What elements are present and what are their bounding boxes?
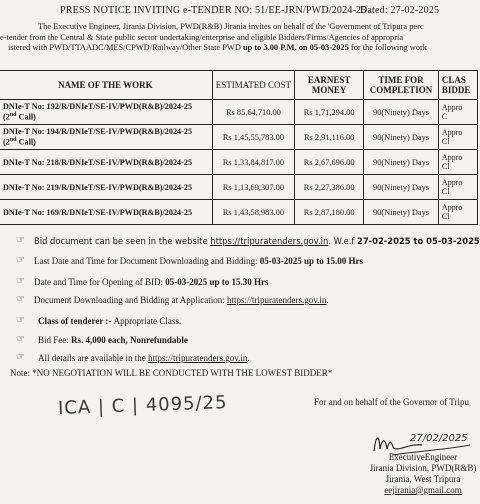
notice-title: PRESS NOTICE INVITING e-TENDER NO: 51/EE-JRN/PWD/2024-25	[60, 5, 367, 16]
sign-designation: ExecutiveEngineer	[388, 452, 458, 462]
intro-line-1: The Executive Engineer, Jirania Division, PWD(R&B) Jirania invites on behalf of the 'Government of Tripura perc	[38, 22, 424, 31]
pointing-hand-icon: ☞	[16, 352, 25, 363]
earnest-money: Rs 2,27,386.00	[295, 175, 364, 200]
estimated-cost: Rs 1,45,55,783.00	[212, 125, 294, 150]
completion-time: 90(Ninety) Days	[364, 150, 439, 175]
work-name: DNIe-T No: 218/R/DNIeT/SE-IV/PWD(R&B)/2024-25	[0, 150, 212, 175]
pointing-hand-icon: ☞	[16, 334, 25, 345]
bidder-class: Appro C	[438, 100, 477, 125]
note-negotiation: Note: *NO NEGOTIATION WILL BE CONDUCTED WITH THE LOWEST BIDDER*	[10, 368, 333, 378]
pointing-hand-icon: ☞	[16, 315, 25, 326]
earnest-money: Rs 1,71,294.00	[295, 100, 364, 125]
behalf-line: For and on behalf of the Governor of Tripu	[314, 397, 469, 407]
pointing-hand-icon: ☞	[16, 294, 25, 305]
completion-time: 90(Ninety) Days	[364, 200, 439, 225]
tender-link[interactable]: https://tripuratenders.gov.in	[210, 236, 329, 246]
intro-deadline: up to 3.00 P.M. on 05-03-2025	[242, 43, 349, 53]
notice-date: Dated: 27-02-2025	[360, 5, 440, 16]
sign-division: Jirania Division, PWD(R&B)	[369, 463, 477, 473]
work-name: DNIe-T No: 169/R/DNIeT/SE-IV/PWD(R&B)/2024-25	[0, 200, 212, 225]
earnest-money: Rs 2,87,180.00	[295, 200, 364, 225]
bidder-class: Appro Cl	[438, 175, 477, 200]
header-name: NAME OF THE WORK	[0, 71, 212, 100]
pointing-hand-icon: ☞	[16, 255, 25, 266]
application-link[interactable]: https://tripuratenders.gov.in	[226, 295, 327, 305]
pointing-hand-icon: ☞	[16, 276, 25, 287]
work-name: DNIe-T No: 194/R/DNIeT/SE-IV/PWD(R&B)/2024-25 (2nd Call)	[0, 125, 212, 150]
intro-paragraph	[0, 22, 480, 54]
bidder-class: Appro Cl	[438, 150, 477, 175]
bidder-class: Appro Cl	[438, 125, 477, 150]
signature-block	[366, 452, 480, 496]
pointing-hand-icon: ☞	[16, 235, 25, 246]
table-row	[0, 100, 478, 125]
table-row	[0, 150, 478, 175]
estimated-cost: Rs 1,43,58,983.00	[212, 200, 294, 225]
press-notice-page: PRESS NOTICE INVITING e-TENDER NO: 51/EE-JRN/PWD/2024-25 Dated: 27-02-2025 The Executive Engineer, Jirania Division, PWD(R&B) Jirania invites on behalf of the 'Government of Tripura perc e-tender from the Central & State public sector undertaking/enterprise and eligible Bidders/Firms/Agencies of appropria istered with PWD/TTAADC/MES/CPWD/Railway/Other State PWD up to 3.00 P.M. on 05-03-2025 for the following work NAME OF THE WORK ESTIMATED COST EARNEST MONEY TIME FOR COMPLETION CLAS BIDDE DNIe-T No: 192/R/DNIeT/SE-IV/PWD(R&B)/2024-25 (2nd Call) Rs 85,64,710.00 Rs 1,71,294.00 90(Ninety) Days Appro C DNIe-T No: 194/R/DNIeT/SE-IV/PWD(R&B)/2024-25 (2nd Call) Rs 1,45,55,783.00 Rs 2,91,116.00 90(Ninety) Days Appro Cl DNIe-T No: 218/R/DNIeT/SE-IV/PWD(R&B)/2024-25 Rs 1,33,84,817.00 Rs 2,67,696.00 90(Ninety) Days Appro Cl DNIe-T No: 219/R/DNIeT/SE-IV/PWD(R&B)/2024-25 Rs 1,13,69,307.00 Rs 2,27,386.00 90(Ninety) Days Appro Cl DNIe-T No: 169/R/DNIeT/SE-IV/PWD(R&B)/2024-25 Rs 1,43,58,983.00 Rs 2,87,180.00 90(Ninety) Days Appro Cl ☞ Bid document can be seen in the website https://tripuratenders.gov.in. W.e.f 27-02-2025 to 05-03-2025 ☞ Last Date and Time for Document Downloading and Bidding: 05-03-2025 up to 15.00 Hrs ☞ Date and Time for Opening of BID: 05-03-2025 up to 15.30 Hrs ☞ Document Downloading and Bidding at Application: https://tripuratenders.gov.in. ☞ Class of tenderer :- Appropriate Class. ☞ Bid Fee: Rs. 4,000 each, Nonrefundable ☞ All details are available in the https://tripuratenders.gov.in. Note: *NO NEGOTIATION WILL BE CONDUCTED WITH THE LOWEST BIDDER* ICA | C | 4095/25 For and on behalf of the Governor of Tripu 27/02/2025 ExecutiveEngineer Jirania Division, PWD(R&B) Jirania, West Tripura eejirania@gmail.com	[0, 5, 480, 495]
work-name: DNIe-T No: 192/R/DNIeT/SE-IV/PWD(R&B)/2024-25 (2nd Call)	[0, 100, 212, 125]
table-header-row	[0, 71, 478, 100]
signature-date: 27/02/2025	[410, 433, 468, 444]
header-class: CLAS BIDDE	[438, 71, 477, 100]
intro-line-3: istered with PWD/TTAADC/MES/CPWD/Railway/Other State PWD up to 3.00 P.M. on 05-03-2025 for the following work	[8, 43, 427, 53]
completion-time: 90(Ninety) Days	[364, 125, 439, 150]
table-row	[0, 125, 478, 150]
header-money: EARNEST MONEY	[295, 71, 364, 100]
work-name: DNIe-T No: 219/R/DNIeT/SE-IV/PWD(R&B)/2024-25	[0, 175, 212, 200]
handwritten-reference: ICA | C | 4095/25	[57, 392, 228, 419]
estimated-cost: Rs 1,33,84,817.00	[212, 150, 294, 175]
table-row	[0, 200, 478, 225]
tender-table	[0, 70, 478, 225]
sign-email[interactable]: eejirania@gmail.com	[384, 485, 462, 495]
estimated-cost: Rs 1,13,69,307.00	[212, 175, 294, 200]
earnest-money: Rs 2,67,696.00	[295, 150, 364, 175]
table-row	[0, 175, 478, 200]
sign-location: Jirania, West Tripura	[385, 474, 461, 484]
completion-time: 90(Ninety) Days	[364, 100, 439, 125]
bidder-class: Appro Cl	[438, 200, 477, 225]
completion-time: 90(Ninety) Days	[364, 175, 439, 200]
earnest-money: Rs 2,91,116.00	[295, 125, 364, 150]
intro-line-2: e-tender from the Central & State public sector undertaking/enterprise and eligible Bidders/Firms/Agencies of appropria	[0, 32, 404, 42]
estimated-cost: Rs 85,64,710.00	[212, 100, 294, 125]
header-time: TIME FOR COMPLETION	[364, 71, 439, 100]
header-cost: ESTIMATED COST	[212, 71, 294, 100]
details-link[interactable]: https://tripuratenders.gov.in	[147, 353, 248, 363]
